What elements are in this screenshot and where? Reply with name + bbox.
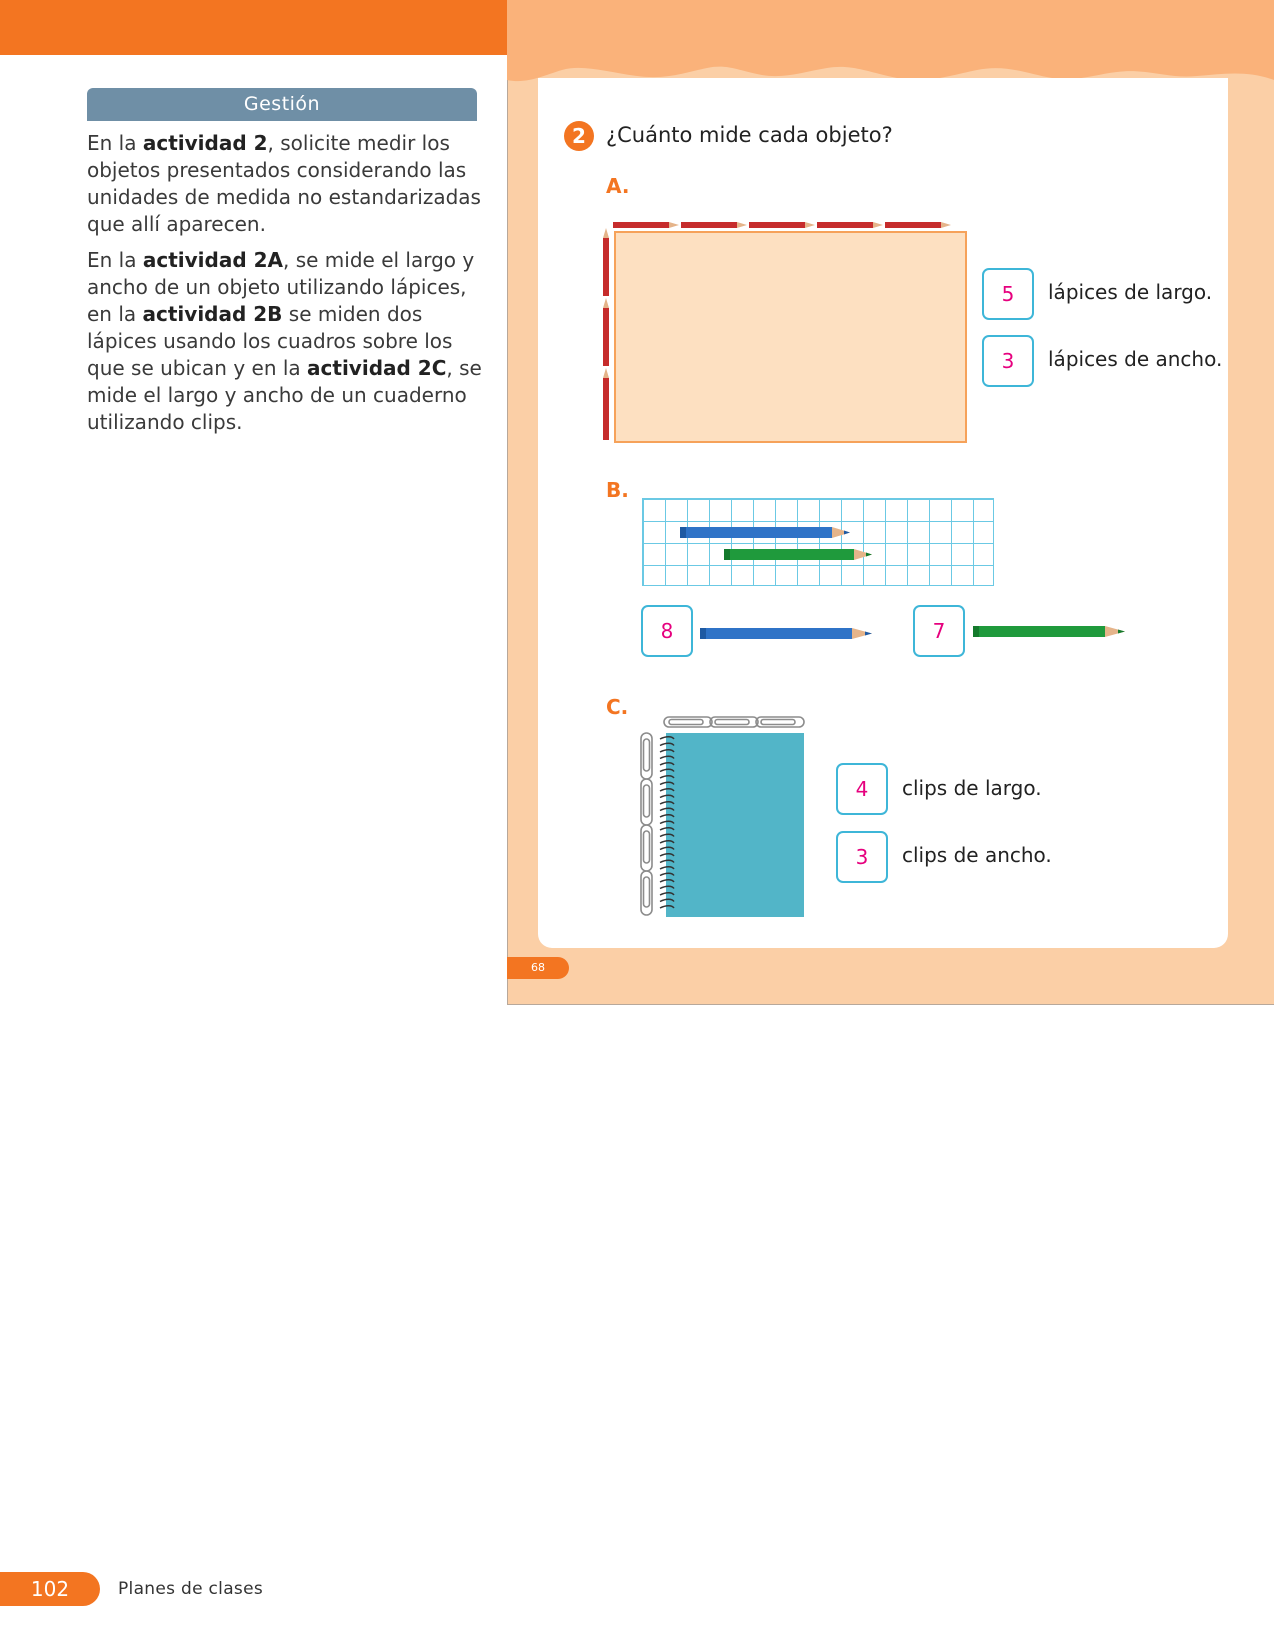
section-c-label: C. [606, 695, 629, 719]
spiral-ring [660, 841, 674, 843]
section-a-label: A. [606, 174, 630, 198]
spiral-ring [660, 769, 674, 771]
answer-box-a-length[interactable]: 5 [982, 268, 1034, 320]
rectangle-object [614, 231, 967, 443]
spiral-ring [660, 828, 674, 830]
footer-text: Planes de clases [118, 1579, 263, 1599]
spiral-ring [660, 899, 674, 901]
spiral-ring [660, 867, 674, 869]
answer-text-a-width: lápices de ancho. [1048, 347, 1223, 371]
spiral-ring [660, 873, 674, 875]
spiral-ring [660, 854, 674, 856]
footer-page-number: 102 [0, 1572, 100, 1606]
section-b-label: B. [606, 478, 629, 502]
notebook [666, 733, 804, 917]
gestion-text [87, 130, 482, 445]
answer-text-c-width: clips de ancho. [902, 843, 1052, 867]
spiral-ring [660, 886, 674, 888]
spiral-ring [660, 737, 674, 739]
green-pencil-on-grid [724, 549, 872, 560]
blue-pencil-icon [700, 626, 880, 642]
spiral-ring [660, 815, 674, 817]
clip-v-1 [641, 733, 652, 779]
clip-v-4 [641, 871, 652, 915]
pencil-h-4 [817, 222, 883, 228]
pencil-h-2 [681, 222, 747, 228]
answer-box-b-blue[interactable]: 8 [641, 605, 693, 657]
spiral-ring [660, 776, 674, 778]
activity-number-badge: 2 [564, 121, 594, 151]
spiral-ring [660, 893, 674, 895]
spiral-ring [660, 763, 674, 765]
spiral-ring [660, 906, 674, 908]
gestion-paragraph-1: En la actividad 2, solicite medir los objetos presentados considerando las unidades de medida no estandarizadas que allí aparecen. [87, 131, 481, 236]
spiral-ring [660, 821, 674, 823]
spiral-ring [660, 834, 674, 836]
answer-box-c-width[interactable]: 3 [836, 831, 888, 883]
spiral-ring [660, 860, 674, 862]
spiral-ring [660, 756, 674, 758]
gestion-paragraph-2: En la actividad 2A, se mide el largo y ancho de un objeto utilizando lápices, en la actividad 2B se miden dos lápices usando los cuadros sobre los que se ubican y en la actividad 2C, se mide el largo y ancho de un cuaderno utilizando clips. [87, 248, 482, 434]
spiral-ring [660, 743, 674, 745]
gestion-header: Gestión [87, 88, 477, 121]
notebook-spiral [658, 733, 680, 917]
answer-text-c-length: clips de largo. [902, 776, 1042, 800]
pencil-h-1 [613, 222, 679, 228]
clip-h-1 [664, 717, 712, 727]
green-pencil-icon [973, 624, 1133, 640]
pencil-v-2 [603, 298, 609, 366]
spiral-ring [660, 789, 674, 791]
spiral-ring [660, 782, 674, 784]
pencil-h-5 [885, 222, 951, 228]
answer-text-a-length: lápices de largo. [1048, 280, 1213, 304]
pencil-v-3 [603, 368, 609, 440]
horizontal-pencils [600, 219, 980, 233]
spiral-ring [660, 847, 674, 849]
blue-pencil-on-grid [680, 527, 850, 538]
spiral-ring [660, 880, 674, 882]
answer-box-b-green[interactable]: 7 [913, 605, 965, 657]
pencil-h-3 [749, 222, 815, 228]
student-page-number: 68 [507, 957, 569, 979]
answer-box-a-width[interactable]: 3 [982, 335, 1034, 387]
spiral-ring [660, 808, 674, 810]
clips-horizontal [660, 714, 810, 730]
clip-v-2 [641, 779, 652, 825]
clip-v-3 [641, 825, 652, 871]
clip-h-3 [756, 717, 804, 727]
spiral-ring [660, 750, 674, 752]
clip-h-2 [710, 717, 758, 727]
pencil-v-1 [603, 228, 609, 296]
spiral-ring [660, 795, 674, 797]
clips-vertical [638, 731, 656, 917]
top-orange-bar [0, 0, 508, 55]
spiral-ring [660, 802, 674, 804]
activity-question: ¿Cuánto mide cada objeto? [606, 123, 893, 147]
answer-box-c-length[interactable]: 4 [836, 763, 888, 815]
vertical-pencils [600, 228, 612, 446]
grid-pencils [680, 524, 880, 566]
